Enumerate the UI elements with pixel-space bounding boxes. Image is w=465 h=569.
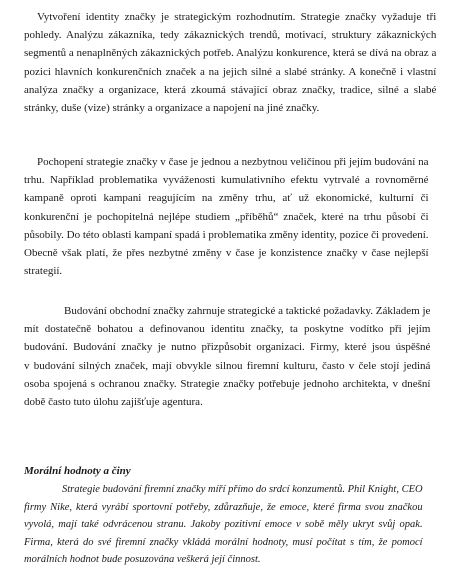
text-line: Vytvoření identity značky je strategickým rozhodnutím. Strategie značky vyžaduje tři (37, 11, 437, 23)
text-line: Firma, která do své firemní značky vkládá morální hodnoty, musí počítat s tím, že pomocí (24, 536, 423, 548)
text-line: strategií. (24, 265, 63, 278)
paragraph-brand-strategy-time (24, 153, 429, 280)
text-line: Pochopení strategie značky v čase je jednou a nezbytnou veličinou při jejím budování na (37, 156, 429, 168)
text-line: segmentů a nenaplněných zákaznických potřeb. Analýzu konkurence, která se dívá na obraz a (24, 47, 437, 60)
text-line: konkurenční je pochopitelná nejlépe studiem „příběhů“ značek, které na trhu působí či (24, 210, 429, 223)
text-line: mít dostatečně bohatou a definovanou identitu značky, ta poskytne vodítko při jejím (24, 323, 431, 336)
text-line: budování. Budování značky je nutno přizpůsobit organizaci. Firmy, které jsou úspěšné (24, 341, 431, 354)
section-heading: Morální hodnoty a činy (24, 465, 131, 477)
paragraph-moral-values (24, 481, 423, 569)
text-line: v budování silných značek, mají obvykle silnou firemní kulturu, často v čele stojí jediná (24, 359, 431, 372)
text-line: analýza značky a organizace, která zkoumá stávající obraz značky, tradice, silné a slabé (24, 83, 437, 96)
text-line: Budování obchodní značky zahrnuje strategické a taktické požadavky. Základem je (64, 305, 431, 317)
text-line: osoba spojená s ochranou značky. Strategie značky potřebuje jednoho architekta, v dnešní (24, 377, 431, 390)
text-line: vyvolá, mají také odvrácenou stranu. Jakoby pozitivní emoce v sobě měly ukryt svůj opak. (24, 519, 423, 531)
text-line: stránky, duše (vize) stránky a organizace a napojení na jiné značky. (24, 102, 320, 115)
text-line: době často tuto úlohu zajišťuje agentura. (24, 396, 203, 409)
text-line: morálních hodnot bude posuzována veškerá její činnost. (24, 554, 261, 566)
text-line: pohledy. Analýzu zákazníka, tedy zákaznických trendů, motivací, struktury zákaznických (24, 29, 437, 42)
text-line: kampaně oproti kampani reagujícím na změny trhu, ať už ekonomické, kulturní či (24, 192, 429, 205)
text-line: Strategie budování firemní značky míří přímo do srdcí konzumentů. Phil Knight, CEO (62, 484, 423, 495)
paragraph-brand-identity (24, 8, 436, 117)
text-line: Obecně však platí, že přes nezbytné změny v čase je konzistence značky v čase nejlepší (24, 247, 429, 260)
text-line: pozici hlavních konkurenčních značek a na jejich silné a slabé stránky. A konečně i vlastní (24, 65, 437, 78)
paragraph-brand-building (24, 302, 430, 411)
text-line: trhu. Například problematika vyváženosti kumulativního efektu vytrvalé a rovnoměrné (24, 174, 429, 187)
text-line: působily. Do této oblasti kampaní spadá i problematika změny identity, pozice či provedení. (24, 228, 429, 241)
text-line: firmy Nike, která vyrábí sportovní potřeby, zdůrazňuje, že emoce, které firma svou značkou (24, 501, 423, 513)
